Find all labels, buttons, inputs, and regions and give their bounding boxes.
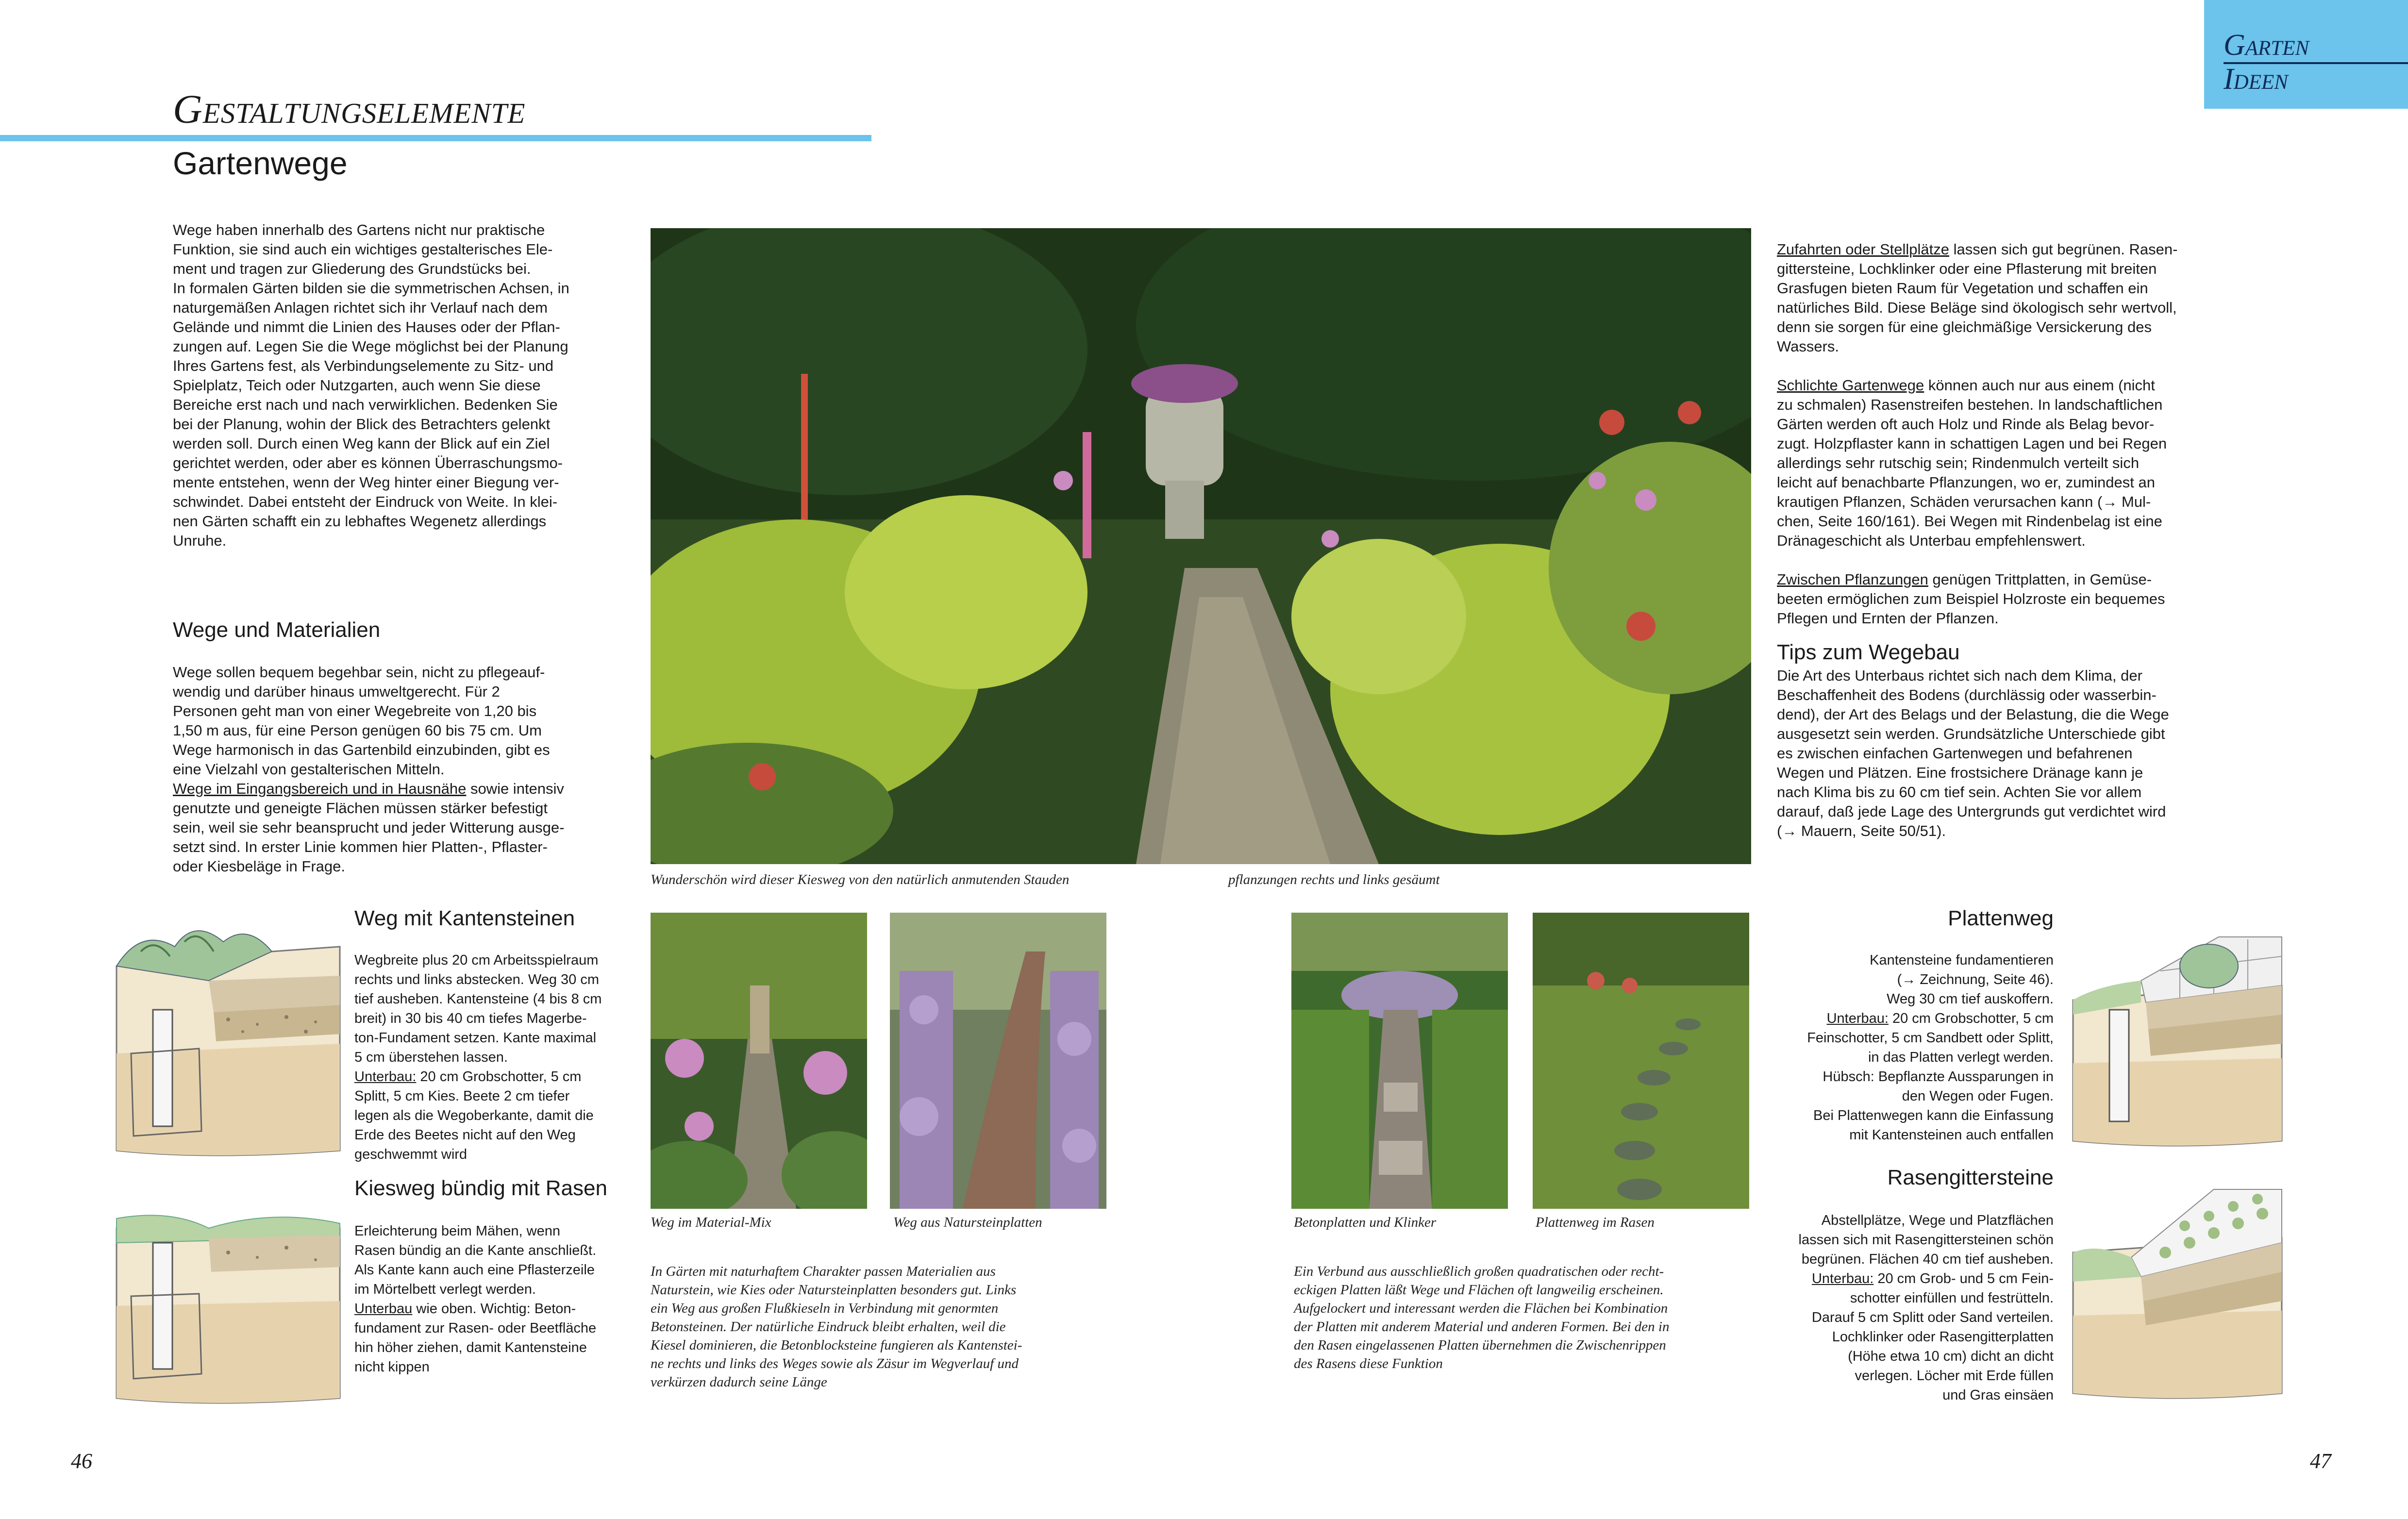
gravel-path-base-label: Unterbau — [354, 1301, 413, 1317]
curb-path-heading: Weg mit Kantensteinen — [354, 906, 575, 930]
curb-path-base-text: 20 cm Grobschotter, 5 cm Splitt, 5 cm Kies. Beete 2 cm tiefer legen als die Wegoberkante, damit die Erde des Beetes nicht auf den Weg geschwemmt wird — [354, 1069, 594, 1162]
page-number-right: 47 — [2310, 1449, 2331, 1473]
caption-natural-stone: Weg aus Natursteinplatten — [893, 1215, 1042, 1230]
main-photo-caption-right: pflanzungen rechts und links gesäumt — [1228, 872, 1440, 887]
page-number-left: 46 — [71, 1449, 92, 1473]
between-plantings-label: Zwischen Pflanzungen — [1777, 571, 1928, 588]
garten-ideen-tab — [2204, 0, 2408, 109]
curb-path-drawing — [112, 908, 345, 1160]
caption-slabs-in-lawn: Plattenweg im Rasen — [1536, 1215, 1655, 1230]
gravel-path-text — [354, 1202, 626, 1396]
gravel-path-body: Erleichterung beim Mähen, wenn Rasen bündig an die Kante anschließt. Als Kante kann auch eine Pflasterzeile im Mörtelbett verlegt werden. — [354, 1223, 597, 1297]
tips-text: Die Art des Unterbaus richtet sich nach dem Klima, der Beschaffenheit des Bodens (durchlässig oder wasserbin- dend), der Art des Belags und der Belastung, die die Wege ausgesetzt sein werden. Grundsätzliche Unterschiede gibt es zwischen einfachen Gartenwegen und befahrenen Wegen und Plätzen. Eine frostsichere Dränage kann je nach Klima bis zu 60 cm tief sein. Achten Sie vor allem darauf, daß jede Lage des Untergrunds gut verdichtet wird (→ Mauern, Seite 50/51). — [1777, 667, 2169, 839]
materials-body: Wege sollen bequem begehbar sein, nicht zu pflegeauf- wendig und darüber hinaus umweltgerecht. Für 2 Personen geht man von einer Wegebreite von 1,20 bis 1,50 m aus, für eine Person genügen 60 bis 75 cm. Um Wege harmonisch in das Gartenbild einzubinden, gibt es eine Vielzahl von gestalterischen Mitteln. — [173, 664, 550, 778]
driveways-label: Zufahrten oder Stellplätze — [1777, 241, 1949, 258]
photo-material-mix — [651, 913, 867, 1209]
materials-heading: Wege und Materialien — [173, 618, 381, 642]
entrance-label: Wege im Eingangsbereich und in Hausnähe — [173, 780, 467, 797]
grid-stones-text — [1757, 1191, 2054, 1424]
between-plantings-text: genügen Trittplatten, in Gemüse- beeten ermöglichen zum Beispiel Holzroste ein bequemes Pflegen und Ernten der Pflanzen. — [1777, 571, 2165, 627]
photo-pair-left-text: In Gärten mit naturhaftem Charakter passen Materialien aus Naturstein, wie Kies oder Natursteinplatten besonders gut. Links ein Weg aus großen Flußkieseln in Verbindung mit genormten Betonsteinen. Der natürliche Eindruck bleibt erhalten, weil die Kiesel dominieren, die Betonblocksteine fungieren als Kantenstei- ne rechts und links des Weges sowie als Zäsur im Wegverlauf und verkürzen dadurch seine Länge — [651, 1264, 1022, 1390]
curb-path-base-label: Unterbau: — [354, 1069, 417, 1085]
tips-heading: Tips zum Wegebau — [1777, 640, 1960, 664]
photo-natural-stone — [890, 913, 1106, 1209]
curb-path-text — [354, 931, 626, 1184]
driveways-text: lassen sich gut begrünen. Rasen- gittersteine, Lochklinker oder eine Pflasterung mit breiten Grasfugen bieten Raum für Vegetation und schaffen ein natürliches Bild. Diese Beläge sind ökologisch sehr wertvoll, denn sie sorgen für eine gleichmäßige Versickerung des Wassers. — [1777, 241, 2178, 355]
photo-concrete-clinker — [1291, 913, 1508, 1209]
slab-path-heading: Plattenweg — [1948, 906, 2054, 930]
gravel-path-heading: Kiesweg bündig mit Rasen — [354, 1176, 607, 1200]
slab-path-drawing — [2068, 918, 2287, 1151]
simple-paths-label: Schlichte Gartenwege — [1777, 377, 1924, 394]
grid-stones-base-text: 20 cm Grob- und 5 cm Fein- schotter einfüllen und festrütteln. Darauf 5 cm Splitt oder Sand verteilen. Lochklinker oder Rasengitterplatten (Höhe etwa 10 cm) dicht an dicht verlegen. Löcher mit Erde füllen und Gras einsäen — [1811, 1271, 2054, 1403]
photo-pair-right-text: Ein Verbund aus ausschließlich großen quadratischen oder recht- eckigen Platten läßt Wege und Flächen oft langweilig erscheinen. Aufgelockert und interessant werden die Flächen bei Kombination der Platten mit anderem Material und anderen Formen. Bei den in den Rasen eingelassenen Platten übernehmen die Zwischenrippen des Rasens diese Funktion — [1294, 1264, 1670, 1371]
slab-path-body: Kantensteine fundamentieren (→ Zeichnung, Seite 46). Weg 30 cm tief auskoffern. — [1870, 952, 2054, 1007]
caption-material-mix: Weg im Material-Mix — [651, 1215, 771, 1230]
materials-text — [173, 643, 634, 896]
intro-text: Wege haben innerhalb des Gartens nicht nur praktische Funktion, sie sind auch ein wichtiges gestalterisches Ele- ment und tragen zur Gliederung des Grundstücks bei. In formalen Gärten bilden sie die symmetrischen Achsen, in naturgemäßen Anlagen richtet sich ihr Verlauf nach dem Gelände und nimmt die Linien des Hauses oder der Pflan- zungen auf. Legen Sie die Wege möglichst bei der Planung Ihres Gartens fest, als Verbindungselemente zu Sitz- und Spielplatz, Teich oder Nutzgarten, auch wenn Sie diese Bereiche erst nach und nach verwirklichen. Bedenken Sie bei der Planung, wohin der Blick des Betrachters gelenkt werden soll. Durch einen Weg kann der Blick auf ein Ziel gerichtet werden, oder aber es können Überraschungsmo- mente entstehen, wenn der Weg hinter einer Biegung ver- schwindet. Dabei entsteht der Eindruck von Weite. In klei- nen Gärten schafft ein zu lebhaftes Wegenetz allerdings Unruhe. — [173, 221, 569, 549]
tab-line-2: Ideen — [2224, 63, 2288, 96]
slab-path-base-text: 20 cm Grobschotter, 5 cm Feinschotter, 5 cm Sandbett oder Splitt, in das Platten verlegt werden. Hübsch: Bepflanzte Aussparungen in den Wegen oder Fugen. Bei Plattenwegen kann die Einfassung mit Kantensteinen auch entfallen — [1807, 1011, 2054, 1143]
title-rule — [0, 135, 871, 141]
right-column-text — [1777, 220, 2253, 648]
slab-path-text — [1757, 931, 2054, 1164]
tab-line-1: Garten — [2224, 29, 2309, 62]
grid-stones-body: Abstellplätze, Wege und Platzflächen lassen sich mit Rasengittersteinen schön begrünen. Flächen 40 cm tief ausheben. — [1798, 1213, 2054, 1267]
entrance-text: sowie intensiv genutzte und geneigte Flächen müssen stärker befestigt sein, weil sie sehr beansprucht und jeder Witterung ausge- setzt sind. In erster Linie kommen hier Platten-, Pflaster- oder Kiesbeläge in Frage. — [173, 780, 565, 875]
page-title: Gartenwege — [173, 145, 348, 181]
caption-concrete-clinker: Betonplatten und Klinker — [1294, 1215, 1437, 1230]
main-photo-caption-left: Wunderschön wird dieser Kiesweg von den natürlich anmutenden Stauden — [651, 872, 1070, 887]
grid-stones-drawing — [2068, 1170, 2287, 1403]
grid-stones-base-label: Unterbau: — [1811, 1271, 1874, 1286]
main-garden-photo — [651, 228, 1751, 864]
simple-paths-text: können auch nur aus einem (nicht zu schmalen) Rasenstreifen bestehen. In landschaftlichen Gärten werden oft auch Holz und Rinde als Belag bevor- zugt. Holzpflaster kann in schattigen Lagen und bei Regen allerdings sehr rutschig sein; Rindenmulch verteilt sich leicht auf benachbarte Pflanzungen, wo er, zumindest an krautigen Pflanzen, Schäden verursachen kann (→ Mul- chen, Seite 160/161). Bei Wegen mit Rindenbelag ist eine Dränageschicht als Unterbau empfehlenswert. — [1777, 377, 2167, 549]
grid-stones-heading: Rasengittersteine — [1887, 1166, 2054, 1189]
gravel-path-base-text: wie oben. Wichtig: Beton- fundament zur Rasen- oder Beetfläche hin höher ziehen, damit Kantensteine nicht kippen — [354, 1301, 597, 1375]
photo-slabs-in-lawn — [1533, 913, 1749, 1209]
slab-path-base-label: Unterbau: — [1826, 1011, 1889, 1026]
gravel-path-drawing — [112, 1199, 345, 1408]
section-title: Gestaltungselemente — [173, 87, 526, 132]
curb-path-body: Wegbreite plus 20 cm Arbeitsspielraum rechts und links abstecken. Weg 30 cm tief ausheben. Kantensteine (4 bis 8 cm breit) in 30 bis 40 cm tiefes Magerbe- ton-Fundament setzen. Kante maximal 5 cm überstehen lassen. — [354, 952, 602, 1065]
